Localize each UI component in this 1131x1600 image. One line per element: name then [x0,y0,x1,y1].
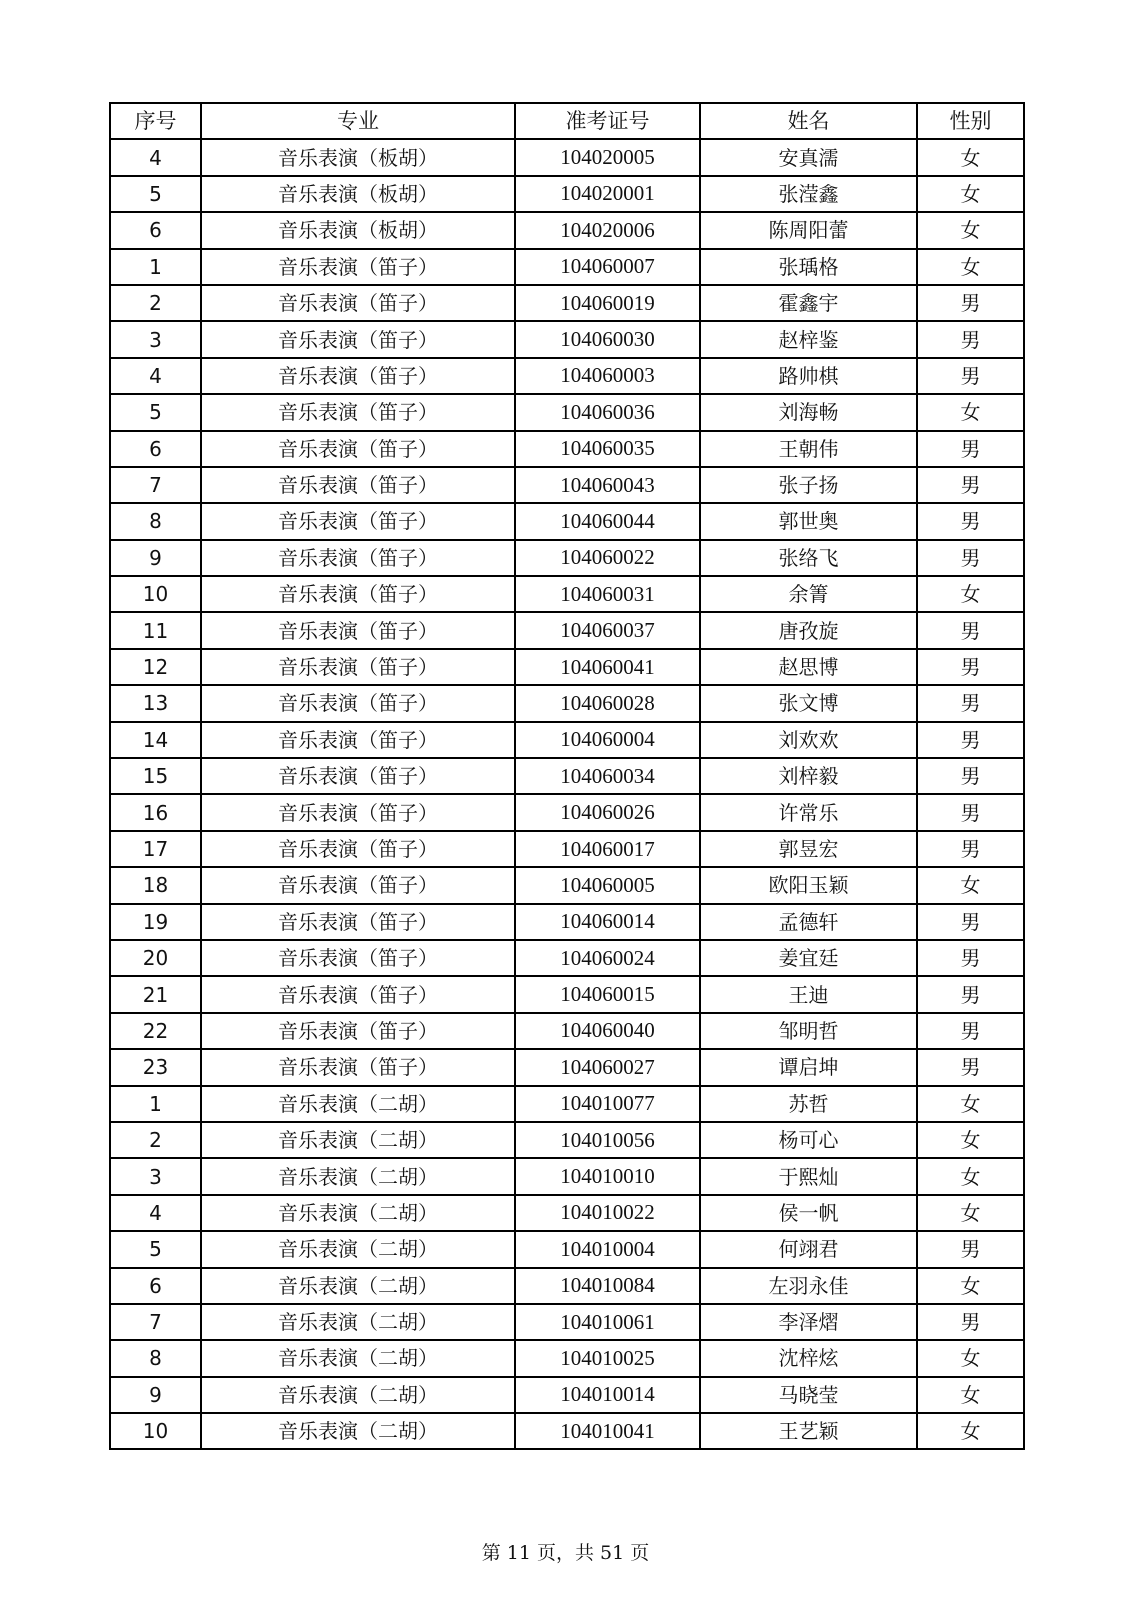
table-row [110,321,1024,357]
cell-name: 欧阳玉颖 [700,867,917,903]
cell-seq: 5 [110,1231,201,1267]
cell-exam-id: 104060017 [515,831,700,867]
cell-name: 侯一帆 [700,1195,917,1231]
cell-major: 音乐表演（笛子） [201,940,515,976]
cell-name: 陈周阳蕾 [700,212,917,248]
cell-seq: 1 [110,1086,201,1122]
cell-exam-id: 104010077 [515,1086,700,1122]
table-row [110,467,1024,503]
cell-seq: 10 [110,1413,201,1449]
cell-seq: 3 [110,321,201,357]
cell-exam-id: 104060031 [515,576,700,612]
cell-gender: 男 [917,612,1024,648]
cell-gender: 男 [917,722,1024,758]
cell-name: 左羽永佳 [700,1268,917,1304]
cell-seq: 17 [110,831,201,867]
cell-seq: 8 [110,1340,201,1376]
cell-seq: 14 [110,722,201,758]
cell-seq: 4 [110,139,201,175]
cell-name: 姜宜廷 [700,940,917,976]
cell-name: 王艺颖 [700,1413,917,1449]
table-row [110,358,1024,394]
cell-exam-id: 104010084 [515,1268,700,1304]
cell-name: 赵思博 [700,649,917,685]
cell-exam-id: 104060007 [515,249,700,285]
cell-major: 音乐表演（二胡） [201,1231,515,1267]
cell-name: 许常乐 [700,794,917,830]
cell-name: 唐孜旋 [700,612,917,648]
cell-major: 音乐表演（二胡） [201,1340,515,1376]
cell-name: 邹明哲 [700,1013,917,1049]
cell-name: 张瑀格 [700,249,917,285]
cell-exam-id: 104060004 [515,722,700,758]
table-row [110,1231,1024,1267]
cell-major: 音乐表演（二胡） [201,1268,515,1304]
cell-seq: 4 [110,358,201,394]
cell-exam-id: 104060040 [515,1013,700,1049]
table-row [110,758,1024,794]
cell-major: 音乐表演（笛子） [201,612,515,648]
table-row [110,1304,1024,1340]
table-header-row [110,103,1024,139]
cell-seq: 13 [110,685,201,721]
cell-seq: 6 [110,431,201,467]
table-row [110,431,1024,467]
cell-major: 音乐表演（笛子） [201,794,515,830]
cell-exam-id: 104060003 [515,358,700,394]
cell-exam-id: 104060041 [515,649,700,685]
cell-exam-id: 104060014 [515,904,700,940]
table-row [110,1413,1024,1449]
cell-name: 安真濡 [700,139,917,175]
cell-name: 苏哲 [700,1086,917,1122]
cell-major: 音乐表演（笛子） [201,540,515,576]
cell-name: 张络飞 [700,540,917,576]
header-seq: 序号 [110,103,201,139]
table-row [110,976,1024,1012]
cell-gender: 女 [917,1122,1024,1158]
cell-gender: 男 [917,794,1024,830]
cell-major: 音乐表演（笛子） [201,576,515,612]
cell-gender: 女 [917,176,1024,212]
cell-gender: 女 [917,1268,1024,1304]
cell-major: 音乐表演（笛子） [201,831,515,867]
cell-major: 音乐表演（笛子） [201,976,515,1012]
cell-name: 李泽熠 [700,1304,917,1340]
cell-gender: 男 [917,285,1024,321]
cell-exam-id: 104060043 [515,467,700,503]
cell-gender: 男 [917,904,1024,940]
cell-name: 王朝伟 [700,431,917,467]
cell-exam-id: 104010041 [515,1413,700,1449]
cell-seq: 11 [110,612,201,648]
cell-exam-id: 104060019 [515,285,700,321]
cell-seq: 2 [110,1122,201,1158]
cell-major: 音乐表演（笛子） [201,394,515,430]
cell-major: 音乐表演（笛子） [201,904,515,940]
cell-gender: 男 [917,1304,1024,1340]
cell-exam-id: 104060030 [515,321,700,357]
cell-seq: 7 [110,1304,201,1340]
cell-name: 郭昱宏 [700,831,917,867]
cell-gender: 男 [917,1049,1024,1085]
table-row [110,1340,1024,1376]
cell-major: 音乐表演（笛子） [201,249,515,285]
cell-gender: 女 [917,1377,1024,1413]
cell-exam-id: 104060036 [515,394,700,430]
cell-gender: 男 [917,758,1024,794]
cell-name: 余箐 [700,576,917,612]
cell-gender: 女 [917,212,1024,248]
cell-major: 音乐表演（二胡） [201,1377,515,1413]
cell-major: 音乐表演（笛子） [201,467,515,503]
cell-seq: 8 [110,503,201,539]
table-row [110,1195,1024,1231]
cell-exam-id: 104060024 [515,940,700,976]
table-row [110,867,1024,903]
table-row [110,1086,1024,1122]
cell-name: 路帅棋 [700,358,917,394]
table-row [110,1268,1024,1304]
cell-seq: 10 [110,576,201,612]
cell-gender: 女 [917,249,1024,285]
cell-seq: 2 [110,285,201,321]
cell-seq: 18 [110,867,201,903]
cell-exam-id: 104020006 [515,212,700,248]
cell-major: 音乐表演（笛子） [201,649,515,685]
table-row [110,649,1024,685]
cell-major: 音乐表演（笛子） [201,321,515,357]
table-row [110,576,1024,612]
cell-exam-id: 104060037 [515,612,700,648]
cell-gender: 女 [917,867,1024,903]
cell-exam-id: 104010061 [515,1304,700,1340]
cell-exam-id: 104060027 [515,1049,700,1085]
cell-major: 音乐表演（笛子） [201,503,515,539]
header-name: 姓名 [700,103,917,139]
table-row [110,212,1024,248]
cell-seq: 5 [110,394,201,430]
cell-major: 音乐表演（笛子） [201,285,515,321]
cell-seq: 23 [110,1049,201,1085]
cell-exam-id: 104060034 [515,758,700,794]
cell-gender: 男 [917,321,1024,357]
cell-major: 音乐表演（笛子） [201,1049,515,1085]
cell-gender: 女 [917,1413,1024,1449]
cell-major: 音乐表演（板胡） [201,176,515,212]
cell-major: 音乐表演（板胡） [201,212,515,248]
cell-seq: 7 [110,467,201,503]
cell-major: 音乐表演（笛子） [201,722,515,758]
cell-name: 谭启坤 [700,1049,917,1085]
cell-seq: 15 [110,758,201,794]
table-row [110,285,1024,321]
cell-name: 刘欢欢 [700,722,917,758]
cell-gender: 男 [917,831,1024,867]
cell-seq: 22 [110,1013,201,1049]
table-row [110,612,1024,648]
cell-name: 郭世奥 [700,503,917,539]
cell-gender: 男 [917,976,1024,1012]
cell-exam-id: 104010022 [515,1195,700,1231]
cell-major: 音乐表演（笛子） [201,867,515,903]
cell-seq: 21 [110,976,201,1012]
cell-gender: 女 [917,1195,1024,1231]
cell-exam-id: 104060005 [515,867,700,903]
cell-exam-id: 104010025 [515,1340,700,1376]
cell-name: 何翊君 [700,1231,917,1267]
cell-seq: 16 [110,794,201,830]
cell-major: 音乐表演（二胡） [201,1086,515,1122]
table-row [110,831,1024,867]
table-row [110,940,1024,976]
cell-name: 于熙灿 [700,1158,917,1194]
cell-gender: 男 [917,503,1024,539]
table-row [110,176,1024,212]
cell-major: 音乐表演（笛子） [201,758,515,794]
cell-exam-id: 104060026 [515,794,700,830]
table-row [110,249,1024,285]
cell-exam-id: 104020001 [515,176,700,212]
table-row [110,394,1024,430]
cell-exam-id: 104060035 [515,431,700,467]
cell-exam-id: 104010004 [515,1231,700,1267]
cell-major: 音乐表演（笛子） [201,685,515,721]
cell-gender: 男 [917,540,1024,576]
table-body [110,139,1024,1449]
cell-gender: 男 [917,685,1024,721]
table-row [110,1049,1024,1085]
cell-seq: 3 [110,1158,201,1194]
cell-name: 王迪 [700,976,917,1012]
table-row [110,1122,1024,1158]
cell-name: 刘海畅 [700,394,917,430]
cell-gender: 男 [917,358,1024,394]
page-footer: 第 11 页，共 51 页 [481,1542,650,1564]
cell-gender: 男 [917,940,1024,976]
cell-exam-id: 104060015 [515,976,700,1012]
table-row [110,503,1024,539]
cell-name: 张子扬 [700,467,917,503]
cell-exam-id: 104060028 [515,685,700,721]
cell-gender: 女 [917,394,1024,430]
cell-gender: 女 [917,139,1024,175]
table-row [110,722,1024,758]
cell-seq: 6 [110,1268,201,1304]
cell-major: 音乐表演（二胡） [201,1158,515,1194]
cell-seq: 9 [110,1377,201,1413]
header-exam-id: 准考证号 [515,103,700,139]
cell-exam-id: 104010056 [515,1122,700,1158]
cell-exam-id: 104010010 [515,1158,700,1194]
cell-name: 张文博 [700,685,917,721]
cell-major: 音乐表演（笛子） [201,1013,515,1049]
cell-gender: 男 [917,467,1024,503]
cell-name: 刘梓毅 [700,758,917,794]
cell-name: 杨可心 [700,1122,917,1158]
table-row [110,794,1024,830]
cell-major: 音乐表演（二胡） [201,1304,515,1340]
cell-gender: 男 [917,431,1024,467]
cell-major: 音乐表演（二胡） [201,1195,515,1231]
cell-seq: 9 [110,540,201,576]
cell-name: 张滢鑫 [700,176,917,212]
cell-major: 音乐表演（二胡） [201,1122,515,1158]
cell-seq: 1 [110,249,201,285]
cell-gender: 女 [917,1158,1024,1194]
header-major: 专业 [201,103,515,139]
cell-name: 马晓莹 [700,1377,917,1413]
cell-exam-id: 104060044 [515,503,700,539]
cell-exam-id: 104020005 [515,139,700,175]
cell-gender: 男 [917,1231,1024,1267]
cell-seq: 6 [110,212,201,248]
cell-seq: 20 [110,940,201,976]
cell-gender: 男 [917,649,1024,685]
cell-gender: 男 [917,1013,1024,1049]
cell-name: 霍鑫宇 [700,285,917,321]
cell-major: 音乐表演（笛子） [201,431,515,467]
cell-name: 赵梓鉴 [700,321,917,357]
table-row [110,1158,1024,1194]
cell-seq: 19 [110,904,201,940]
table-row [110,1013,1024,1049]
cell-gender: 女 [917,576,1024,612]
cell-major: 音乐表演（笛子） [201,358,515,394]
cell-seq: 12 [110,649,201,685]
table-row [110,904,1024,940]
table-row [110,685,1024,721]
cell-seq: 4 [110,1195,201,1231]
cell-name: 沈梓炫 [700,1340,917,1376]
table-row [110,1377,1024,1413]
cell-gender: 女 [917,1340,1024,1376]
cell-exam-id: 104060022 [515,540,700,576]
cell-exam-id: 104010014 [515,1377,700,1413]
cell-name: 孟德轩 [700,904,917,940]
cell-gender: 女 [917,1086,1024,1122]
cell-major: 音乐表演（二胡） [201,1413,515,1449]
cell-major: 音乐表演（板胡） [201,139,515,175]
header-gender: 性别 [917,103,1024,139]
table-row [110,139,1024,175]
cell-seq: 5 [110,176,201,212]
candidate-table [109,102,1025,1450]
table-row [110,540,1024,576]
